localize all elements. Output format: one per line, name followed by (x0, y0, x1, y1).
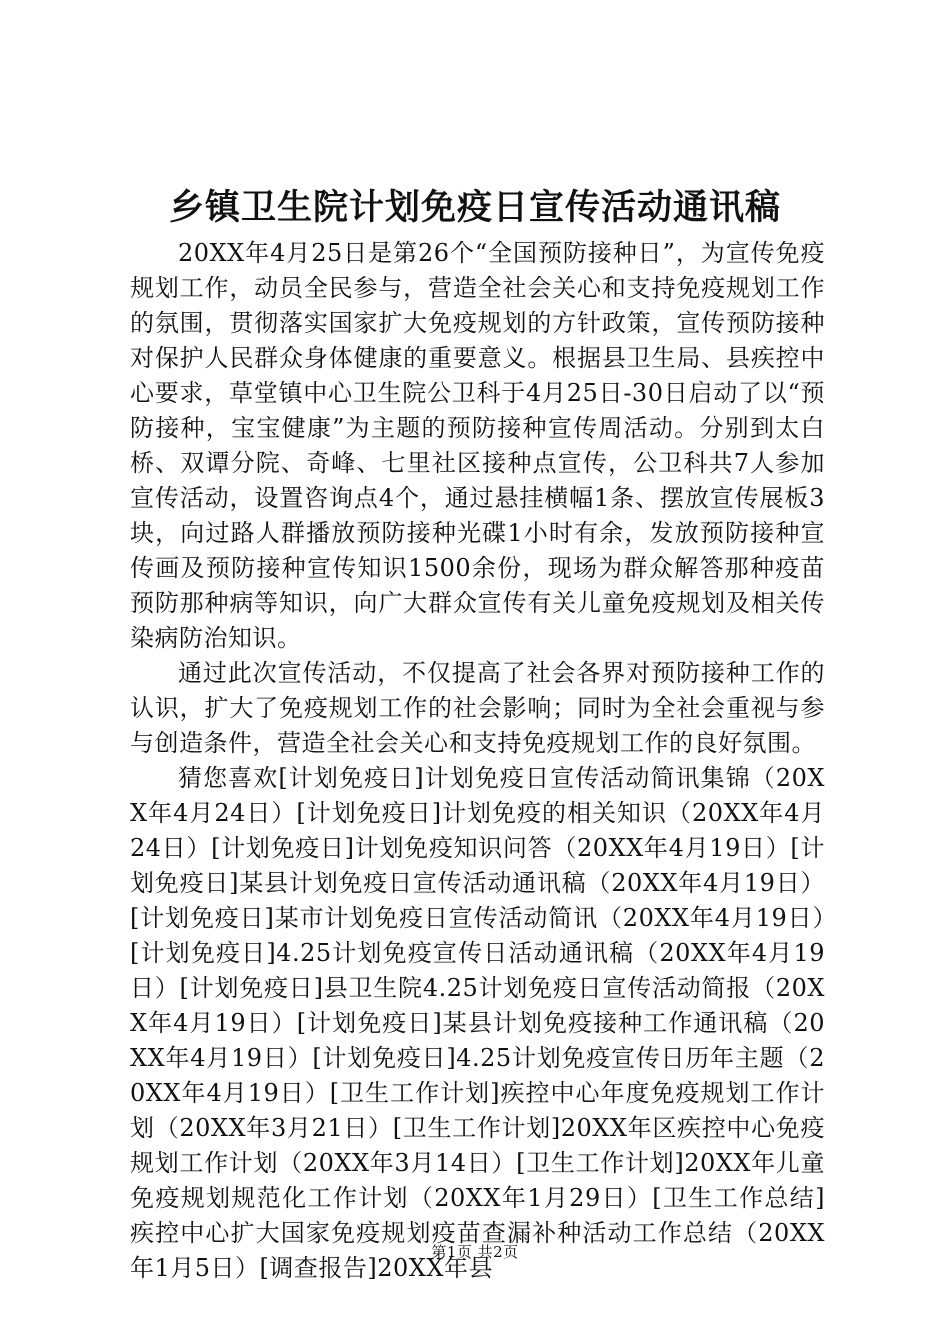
document-body (130, 236, 825, 1286)
paragraph-event-report: 20XX年4月25日是第26个“全国预防接种日”，为宣传免疫规划工作，动员全民参与，营造全社会关心和支持免疫规划工作的氛围，贯彻落实国家扩大免疫规划的方针政策，宣传预防接种对保护人民群众身体健康的重要意义。根据县卫生局、县疾控中心要求，草堂镇中心卫生院公卫科于4月25日-30日启动了以“预防接种，宝宝健康”为主题的预防接种宣传周活动。分别到太白桥、双谭分院、奇峰、七里社区接种点宣传，公卫科共7人参加宣传活动，设置咨询点4个，通过悬挂横幅1条、摆放宣传展板3块，向过路人群播放预防接种光碟1小时有余，发放预防接种宣传画及预防接种宣传知识1500余份，现场为群众解答那种疫苗预防那种病等知识，向广大群众宣传有关儿童免疫规划及相关传染病防治知识。 (130, 239, 825, 652)
paragraph-conclusion: 通过此次宣传活动，不仅提高了社会各界对预防接种工作的认识，扩大了免疫规划工作的社会影响；同时为全社会重视与参与创造条件，营造全社会关心和支持免疫规划工作的良好氛围。 (130, 659, 825, 757)
page-number-footer: 第1页 共2页 (431, 1243, 519, 1261)
document-title: 乡镇卫生院计划免疫日宣传活动通讯稿 (168, 187, 781, 228)
paragraph-related-articles: 猜您喜欢[计划免疫日]计划免疫日宣传活动简讯集锦（20XX年4月24日）[计划免疫日]计划免疫的相关知识（20XX年4月24日）[计划免疫日]计划免疫知识问答（20XX年4月19日）[计划免疫日]某县计划免疫日宣传活动通讯稿（20XX年4月19日）[计划免疫日]某市计划免疫日宣传活动简讯（20XX年4月19日）[计划免疫日]4.25计划免疫宣传日活动通讯稿（20XX年4月19日）[计划免疫日]县卫生院4.25计划免疫日宣传活动简报（20XX年4月19日）[计划免疫日]某县计划免疫接种工作通讯稿（20XX年4月19日）[计划免疫日]4.25计划免疫宣传日历年主题（20XX年4月19日）[卫生工作计划]疾控中心年度免疫规划工作计划（20XX年3月21日）[卫生工作计划]20XX年区疾控中心免疫规划工作计划（20XX年3月14日）[卫生工作计划]20XX年儿童免疫规划规范化工作计划（20XX年1月29日）[卫生工作总结]疾控中心扩大国家免疫规划疫苗查漏补种活动工作总结（20XX年1月5日）[调查报告]20XX年县 (130, 764, 825, 1282)
